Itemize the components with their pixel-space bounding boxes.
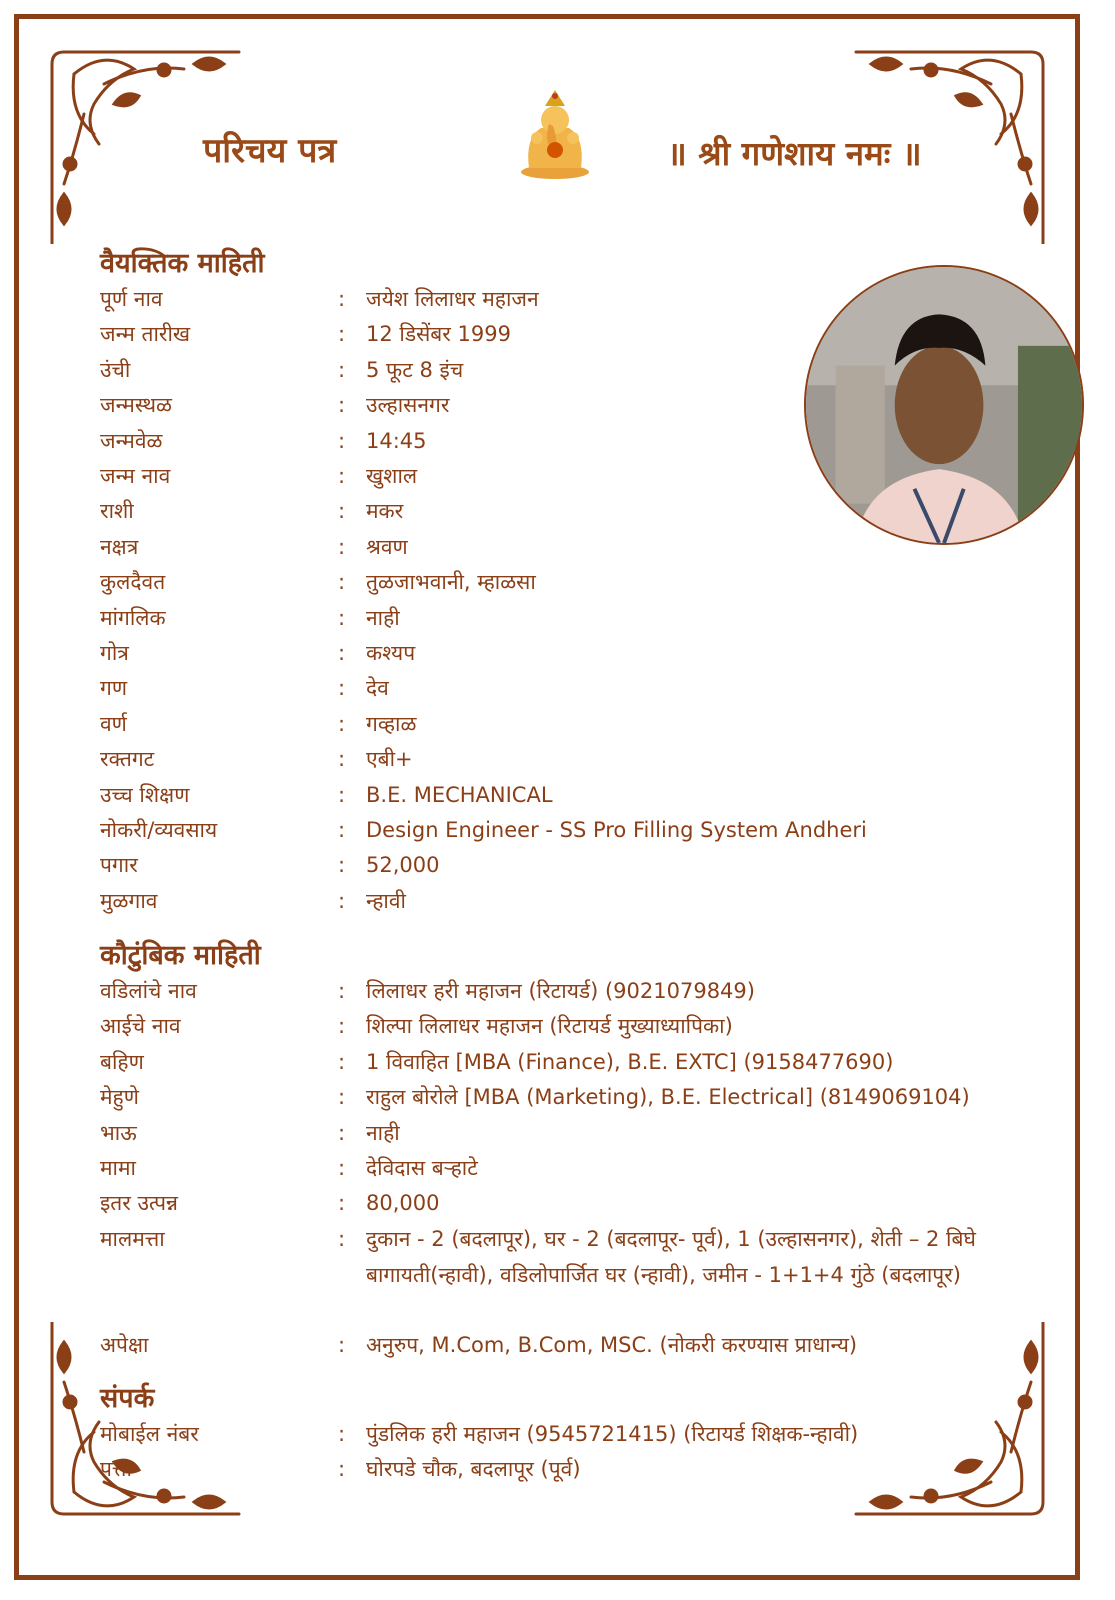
- colon-separator: :: [338, 1120, 346, 1145]
- info-label: वर्ण: [100, 711, 127, 736]
- info-value: 1 विवाहित [MBA (Finance), B.E. EXTC] (9158477690): [366, 1049, 894, 1074]
- info-value: घोरपडे चौक, बदलापूर (पूर्व): [366, 1457, 581, 1482]
- info-label: पूर्ण नाव: [100, 287, 163, 311]
- colon-separator: :: [338, 1333, 346, 1358]
- contact-heading: संपर्क: [100, 1383, 155, 1414]
- colon-separator: :: [338, 1226, 346, 1251]
- info-value: एबी+: [366, 747, 413, 772]
- info-value: शिल्पा लिलाधर महाजन (रिटायर्ड मुख्याध्यापिका): [366, 1014, 733, 1039]
- family-info-heading: कौटुंबिक माहिती: [100, 940, 261, 971]
- info-value: दुकान - 2 (बदलापूर), घर - 2 (बदलापूर- पूर्व), 1 (उल्हासनगर), शेती – 2 बिघे बागायती(न्हावी), वडिलोपार्जित घर (न्हावी), जमीन - 1+1+4 गुंठे (बदलापूर): [366, 1226, 976, 1287]
- colon-separator: :: [338, 1191, 346, 1216]
- info-value: Design Engineer - SS Pro Filling System Andheri: [366, 818, 867, 842]
- colon-separator: :: [338, 322, 346, 347]
- colon-separator: :: [338, 287, 346, 311]
- info-label: उंची: [100, 357, 131, 382]
- colon-separator: :: [338, 428, 346, 453]
- info-label: मालमत्ता: [100, 1226, 165, 1251]
- info-value: देव: [366, 676, 389, 701]
- info-label: कुलदैवत: [100, 570, 166, 595]
- info-label: जन्म तारीख: [100, 322, 191, 347]
- info-value: राहुल बोरोले [MBA (Marketing), B.E. Electrical] (8149069104): [366, 1085, 970, 1110]
- colon-separator: :: [338, 534, 346, 559]
- info-value: B.E. MECHANICAL: [366, 782, 553, 807]
- info-value: 14:45: [366, 428, 427, 453]
- blessing-text: ॥ श्री गणेशाय नमः ॥: [667, 134, 922, 173]
- colon-separator: :: [338, 464, 346, 488]
- colon-separator: :: [338, 1156, 346, 1180]
- info-label: नोकरी/व्यवसाय: [100, 818, 218, 842]
- colon-separator: :: [338, 1014, 346, 1039]
- colon-separator: :: [338, 641, 346, 665]
- colon-separator: :: [338, 888, 346, 913]
- colon-separator: :: [338, 1085, 346, 1110]
- info-value: उल्हासनगर: [366, 393, 450, 418]
- colon-separator: :: [338, 570, 346, 595]
- page-title: परिचय पत्र: [203, 131, 337, 171]
- info-label: रक्तगट: [100, 747, 155, 772]
- colon-separator: :: [338, 711, 346, 736]
- info-value: 52,000: [366, 853, 440, 878]
- colon-separator: :: [338, 605, 346, 630]
- info-label: मोबाईल नंबर: [100, 1422, 199, 1446]
- colon-separator: :: [338, 1049, 346, 1074]
- info-label: मेहुणे: [100, 1085, 139, 1110]
- info-value: पुंडलिक हरी महाजन (9545721415) (रिटायर्ड शिक्षक-न्हावी): [366, 1422, 859, 1446]
- info-value: मकर: [366, 499, 404, 524]
- info-value: नाही: [366, 1120, 400, 1145]
- info-label: भाऊ: [100, 1120, 137, 1145]
- info-label: गण: [100, 676, 128, 701]
- info-label: राशी: [100, 499, 134, 524]
- info-value: 12 डिसेंबर 1999: [366, 322, 511, 347]
- info-label: जन्मस्थळ: [100, 393, 172, 418]
- info-label: अपेक्षा: [100, 1333, 149, 1358]
- info-label: बहिण: [100, 1049, 144, 1074]
- colon-separator: :: [338, 1457, 346, 1482]
- info-value: 5 फूट 8 इंच: [366, 357, 464, 382]
- info-value: तुळजाभवानी, म्हाळसा: [366, 570, 536, 595]
- info-label: मांगलिक: [100, 605, 166, 630]
- info-value: खुशाल: [366, 464, 418, 488]
- ganesh-icon: [515, 88, 595, 180]
- info-value: अनुरुप, M.Com, B.Com, MSC. (नोकरी करण्यास प्राधान्य): [366, 1333, 858, 1358]
- info-value: न्हावी: [366, 888, 406, 913]
- colon-separator: :: [338, 979, 346, 1003]
- info-value: श्रवण: [366, 534, 408, 559]
- info-label: वडिलांचे नाव: [100, 979, 197, 1003]
- info-value: नाही: [366, 605, 400, 630]
- info-value: गव्हाळ: [366, 711, 417, 736]
- info-value: 80,000: [366, 1191, 440, 1216]
- personal-info-heading: वैयक्तिक माहिती: [100, 248, 265, 279]
- colon-separator: :: [338, 1422, 346, 1446]
- colon-separator: :: [338, 499, 346, 524]
- colon-separator: :: [338, 357, 346, 382]
- info-label: मामा: [100, 1156, 136, 1180]
- colon-separator: :: [338, 818, 346, 842]
- info-value: लिलाधर हरी महाजन (रिटायर्ड) (9021079849): [366, 979, 755, 1003]
- info-label: आईचे नाव: [100, 1014, 181, 1039]
- info-value: कश्यप: [366, 641, 416, 665]
- info-label: नक्षत्र: [100, 534, 139, 559]
- info-label: जन्मवेळ: [100, 428, 163, 453]
- colon-separator: :: [338, 853, 346, 878]
- info-label: गोत्र: [100, 641, 129, 665]
- info-label: उच्च शिक्षण: [100, 782, 190, 807]
- info-label: मुळगाव: [100, 888, 158, 913]
- colon-separator: :: [338, 782, 346, 807]
- info-label: पत्ता: [100, 1457, 132, 1482]
- info-label: पगार: [100, 853, 138, 878]
- colon-separator: :: [338, 393, 346, 418]
- info-label: इतर उत्पन्न: [100, 1191, 178, 1216]
- info-label: जन्म नाव: [100, 464, 171, 488]
- colon-separator: :: [338, 676, 346, 701]
- colon-separator: :: [338, 747, 346, 772]
- info-value: जयेश लिलाधर महाजन: [366, 287, 539, 311]
- info-value: देविदास बऱ्हाटे: [366, 1156, 478, 1180]
